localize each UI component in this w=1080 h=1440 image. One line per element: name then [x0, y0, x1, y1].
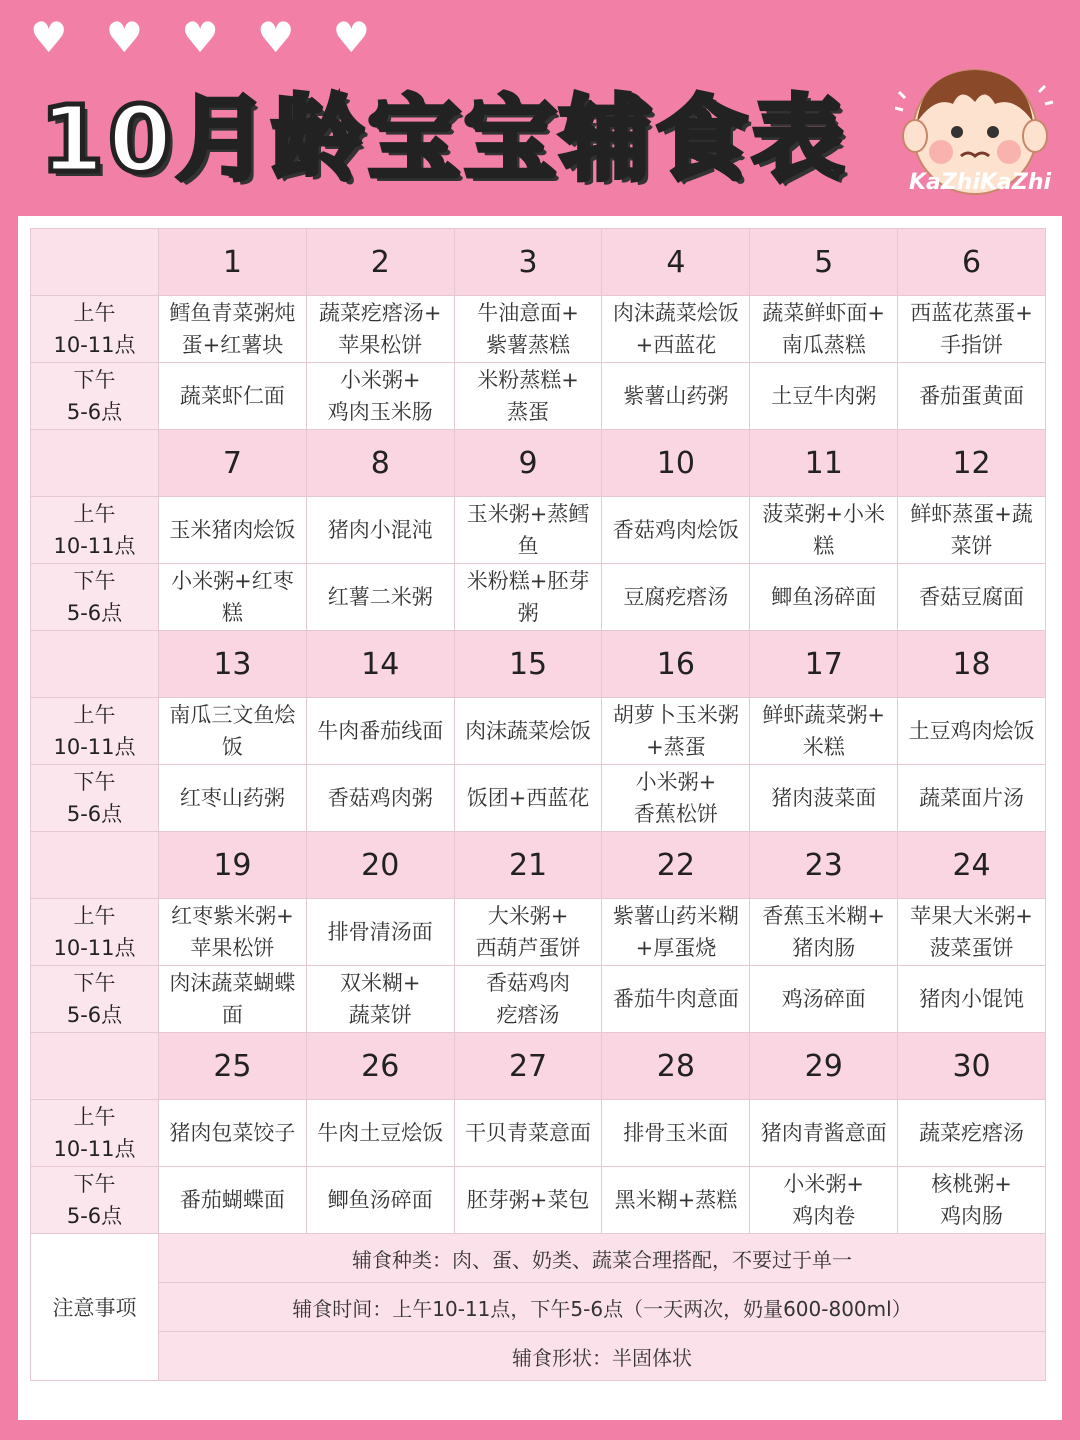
- heart-icon: ♥: [181, 13, 219, 62]
- cell-line: 南瓜三文鱼烩: [169, 703, 296, 727]
- note-row: [31, 1234, 1046, 1283]
- note-row: [31, 1332, 1046, 1381]
- day-number-row: [31, 430, 1046, 497]
- day-number: 4: [602, 229, 750, 296]
- meal-cell: [454, 765, 602, 832]
- cell-line: 猪肉青酱意面: [760, 1121, 887, 1145]
- cell-line: 小米粥+: [783, 1172, 865, 1196]
- meal-cell: [454, 1167, 602, 1234]
- morning-time-label: [31, 899, 159, 966]
- cell-line: 饭团+西蓝花: [466, 786, 590, 810]
- cell-line: 蔬菜面片汤: [919, 786, 1025, 810]
- cell-line: 玉米粥+蒸鳕: [466, 502, 590, 526]
- cell-line: 蔬菜疙瘩汤: [919, 1121, 1025, 1145]
- cell-line: 黑米糊+蒸糕: [614, 1188, 738, 1212]
- evening-meal-row: [31, 363, 1046, 430]
- cell-line: 糕: [221, 601, 243, 625]
- meal-cell: [898, 1100, 1046, 1167]
- meal-cell: [898, 966, 1046, 1033]
- cell-line: 牛油意面+: [477, 301, 579, 325]
- meal-cell: [750, 765, 898, 832]
- cell-line: 香菇鸡肉: [486, 971, 571, 995]
- morning-meal-row: [31, 296, 1046, 363]
- day-number: 18: [898, 631, 1046, 698]
- morning-meal-row: [31, 698, 1046, 765]
- cell-line: 肉沫蔬菜烩饭: [612, 301, 739, 325]
- cell-line: 小米粥+: [339, 368, 421, 392]
- cell-line: 鲜虾蔬菜粥+: [762, 703, 886, 727]
- cell-line: 菠菜蛋饼: [929, 936, 1014, 960]
- meal-cell: [898, 765, 1046, 832]
- cell-line: 土豆鸡肉烩饭: [908, 719, 1035, 743]
- cell-line: 紫薯山药米糊: [612, 904, 739, 928]
- meal-cell: [602, 363, 750, 430]
- day-number: 14: [306, 631, 454, 698]
- evening-meal-row: [31, 966, 1046, 1033]
- cell-line: 紫薯山药粥: [623, 384, 729, 408]
- cell-line: 10-11点: [53, 333, 136, 357]
- cell-line: 豆腐疙瘩汤: [623, 585, 729, 609]
- cell-line: 下午: [73, 569, 116, 593]
- cell-line: 下午: [73, 1172, 116, 1196]
- meal-cell: [159, 296, 307, 363]
- cell-line: 香蕉玉米糊+: [762, 904, 886, 928]
- cell-line: 番茄蛋黄面: [919, 384, 1025, 408]
- cell-line: 米粉糕+胚芽: [466, 569, 590, 593]
- cell-line: 牛肉番茄线面: [317, 719, 444, 743]
- meal-cell: [454, 363, 602, 430]
- cell-line: 上午: [73, 703, 116, 727]
- meal-cell: [306, 1167, 454, 1234]
- cell-line: 面: [221, 1003, 243, 1027]
- day-number: 28: [602, 1033, 750, 1100]
- meal-cell: [159, 564, 307, 631]
- cell-line: 番茄牛肉意面: [612, 987, 739, 1011]
- meal-cell: [602, 966, 750, 1033]
- cell-line: 大米粥+: [487, 904, 569, 928]
- cell-line: 小米粥+红枣: [171, 569, 294, 593]
- cell-line: 蛋+红薯块: [181, 333, 284, 357]
- cell-line: 香菇鸡肉粥: [327, 786, 433, 810]
- cell-line: 手指饼: [940, 333, 1004, 357]
- day-number: 23: [750, 832, 898, 899]
- cell-line: 5-6点: [66, 1003, 123, 1027]
- cell-line: 排骨玉米面: [623, 1121, 729, 1145]
- meal-cell: [454, 296, 602, 363]
- cell-line: 鸡肉肠: [940, 1204, 1004, 1228]
- cell-line: 干贝青菜意面: [465, 1121, 592, 1145]
- meal-cell: [602, 497, 750, 564]
- cell-line: 南瓜蒸糕: [781, 333, 866, 357]
- meal-cell: [898, 1167, 1046, 1234]
- corner-cell: [31, 430, 159, 497]
- cell-line: 10-11点: [53, 936, 136, 960]
- morning-meal-row: [31, 497, 1046, 564]
- cell-line: 番茄蝴蝶面: [179, 1188, 285, 1212]
- cell-line: +西蓝花: [635, 333, 717, 357]
- cell-line: +蒸蛋: [646, 735, 706, 759]
- heart-icon: ♥: [332, 13, 371, 62]
- cell-line: 饭: [221, 735, 243, 759]
- day-number: 13: [159, 631, 307, 698]
- meal-cell: [750, 1100, 898, 1167]
- day-number: 21: [454, 832, 602, 899]
- evening-time-label: [31, 564, 159, 631]
- meal-cell: [306, 899, 454, 966]
- note-text: 辅食时间：上午10-11点，下午5-6点（一天两次，奶量600-800ml）: [159, 1283, 1046, 1332]
- cell-line: 核桃粥+: [931, 1172, 1012, 1196]
- meal-cell: [159, 765, 307, 832]
- cell-line: 上午: [73, 301, 116, 325]
- cell-line: 鲜虾蒸蛋+蔬: [910, 502, 1033, 526]
- heart-icon: ♥: [105, 13, 144, 62]
- meal-cell: [750, 899, 898, 966]
- meal-cell: [306, 564, 454, 631]
- notes-label: 注意事项: [31, 1234, 159, 1381]
- meal-cell: [898, 698, 1046, 765]
- meal-cell: [750, 698, 898, 765]
- meal-cell: [306, 698, 454, 765]
- cell-line: 苹果大米粥+: [910, 904, 1033, 928]
- cell-line: 鲫鱼汤碎面: [327, 1188, 433, 1212]
- day-number: 29: [750, 1033, 898, 1100]
- cell-line: 下午: [73, 368, 116, 392]
- cell-line: 香菇鸡肉烩饭: [612, 518, 739, 542]
- cell-line: 猪肉小馄饨: [919, 987, 1025, 1011]
- cell-line: 鸡肉玉米肠: [327, 400, 433, 424]
- day-number: 2: [306, 229, 454, 296]
- cell-line: 排骨清汤面: [327, 920, 433, 944]
- corner-cell: [31, 631, 159, 698]
- meal-cell: [454, 899, 602, 966]
- meal-cell: [159, 363, 307, 430]
- cell-line: 牛肉土豆烩饭: [317, 1121, 444, 1145]
- cell-line: 菠菜粥+小米: [762, 502, 886, 526]
- day-number-row: [31, 1033, 1046, 1100]
- cell-line: 苹果松饼: [338, 333, 423, 357]
- corner-cell: [31, 1033, 159, 1100]
- day-number: 30: [898, 1033, 1046, 1100]
- heart-icon: ♥: [256, 13, 295, 62]
- cell-line: 猪肉肠: [792, 936, 856, 960]
- meal-cell: [454, 497, 602, 564]
- cell-line: 米糕: [802, 735, 845, 759]
- note-text: 辅食形状：半固体状: [159, 1332, 1046, 1381]
- cell-line: 蒸蛋: [507, 400, 550, 424]
- cell-line: 香蕉松饼: [633, 802, 718, 826]
- meal-cell: [602, 1167, 750, 1234]
- evening-meal-row: [31, 765, 1046, 832]
- cell-line: +厚蛋烧: [635, 936, 717, 960]
- morning-meal-row: [31, 899, 1046, 966]
- cell-line: 粥: [517, 601, 539, 625]
- cell-line: 蔬菜鲜虾面+: [762, 301, 886, 325]
- day-number-row: [31, 631, 1046, 698]
- brand-label: KaZhiKaZhi: [908, 170, 1052, 195]
- page-title: 10月龄宝宝辅食表: [40, 86, 849, 193]
- cell-line: 土豆牛肉粥: [771, 384, 877, 408]
- evening-meal-row: [31, 564, 1046, 631]
- day-number: 10: [602, 430, 750, 497]
- cell-line: 肉沫蔬菜烩饭: [465, 719, 592, 743]
- day-number: 20: [306, 832, 454, 899]
- day-number: 8: [306, 430, 454, 497]
- cell-line: 蔬菜虾仁面: [179, 384, 285, 408]
- cell-line: 5-6点: [66, 1204, 123, 1228]
- meal-cell: [750, 564, 898, 631]
- cell-line: 糕: [813, 534, 835, 558]
- day-number-row: [31, 229, 1046, 296]
- cell-line: 鳕鱼青菜粥炖: [169, 301, 296, 325]
- meal-cell: [750, 296, 898, 363]
- note-text: 辅食种类：肉、蛋、奶类、蔬菜合理搭配，不要过于单一: [159, 1234, 1046, 1283]
- meal-cell: [454, 564, 602, 631]
- cell-line: 蔬菜疙瘩汤+: [318, 301, 442, 325]
- cell-line: 红枣山药粥: [179, 786, 285, 810]
- meal-cell: [898, 363, 1046, 430]
- corner-cell: [31, 229, 159, 296]
- cell-line: 5-6点: [66, 400, 123, 424]
- meal-cell: [454, 966, 602, 1033]
- meal-cell: [159, 1100, 307, 1167]
- cell-line: 下午: [73, 770, 116, 794]
- cell-line: 下午: [73, 971, 116, 995]
- meal-cell: [454, 1100, 602, 1167]
- day-number: 9: [454, 430, 602, 497]
- day-number: 17: [750, 631, 898, 698]
- cell-line: 西蓝花蒸蛋+: [910, 301, 1033, 325]
- cell-line: 双米糊+: [339, 971, 421, 995]
- meal-cell: [159, 698, 307, 765]
- meal-cell: [159, 899, 307, 966]
- meal-cell: [306, 765, 454, 832]
- evening-time-label: [31, 765, 159, 832]
- day-number: 12: [898, 430, 1046, 497]
- meal-cell: [306, 363, 454, 430]
- evening-time-label: [31, 966, 159, 1033]
- cell-line: 紫薯蒸糕: [486, 333, 571, 357]
- meal-cell: [750, 497, 898, 564]
- cell-line: 苹果松饼: [190, 936, 275, 960]
- day-number: 27: [454, 1033, 602, 1100]
- cell-line: 红枣紫米粥+: [171, 904, 294, 928]
- day-number: 19: [159, 832, 307, 899]
- cell-line: 上午: [73, 502, 116, 526]
- evening-time-label: [31, 363, 159, 430]
- meal-cell: [898, 497, 1046, 564]
- meal-cell: [750, 966, 898, 1033]
- day-number: 24: [898, 832, 1046, 899]
- meal-cell: [306, 497, 454, 564]
- meal-cell: [306, 966, 454, 1033]
- cell-line: 蔬菜饼: [348, 1003, 412, 1027]
- meal-cell: [602, 564, 750, 631]
- note-row: [31, 1283, 1046, 1332]
- cell-line: 猪肉包菜饺子: [169, 1121, 296, 1145]
- meal-cell: [602, 765, 750, 832]
- day-number: 1: [159, 229, 307, 296]
- cell-line: 鱼: [517, 534, 539, 558]
- meal-cell: [602, 899, 750, 966]
- meal-cell: [898, 296, 1046, 363]
- meal-cell: [159, 497, 307, 564]
- cell-line: 10-11点: [53, 534, 136, 558]
- meal-cell: [306, 296, 454, 363]
- meal-schedule-table: [30, 228, 1046, 1381]
- day-number: 16: [602, 631, 750, 698]
- cell-line: 10-11点: [53, 1137, 136, 1161]
- corner-cell: [31, 832, 159, 899]
- cell-line: 香菇豆腐面: [919, 585, 1025, 609]
- day-number: 22: [602, 832, 750, 899]
- cell-line: 红薯二米粥: [327, 585, 433, 609]
- meal-cell: [602, 296, 750, 363]
- cell-line: 上午: [73, 1105, 116, 1129]
- cell-line: 上午: [73, 904, 116, 928]
- meal-cell: [454, 698, 602, 765]
- cell-line: 疙瘩汤: [496, 1003, 560, 1027]
- day-number: 5: [750, 229, 898, 296]
- morning-time-label: [31, 698, 159, 765]
- day-number: 15: [454, 631, 602, 698]
- cell-line: 鲫鱼汤碎面: [771, 585, 877, 609]
- meal-cell: [159, 966, 307, 1033]
- cell-line: 胡萝卜玉米粥: [612, 703, 739, 727]
- morning-time-label: [31, 497, 159, 564]
- morning-meal-row: [31, 1100, 1046, 1167]
- meal-cell: [898, 899, 1046, 966]
- meal-cell: [159, 1167, 307, 1234]
- cell-line: 5-6点: [66, 601, 123, 625]
- cell-line: 鸡肉卷: [792, 1204, 856, 1228]
- meal-cell: [602, 1100, 750, 1167]
- cell-line: 菜饼: [950, 534, 993, 558]
- day-number: 26: [306, 1033, 454, 1100]
- heart-icon: ♥: [30, 13, 68, 62]
- day-number: 11: [750, 430, 898, 497]
- day-number: 7: [159, 430, 307, 497]
- meal-cell: [306, 1100, 454, 1167]
- cell-line: 肉沫蔬菜蝴蝶: [169, 971, 296, 995]
- meal-cell: [898, 564, 1046, 631]
- cell-line: 猪肉小混沌: [327, 518, 433, 542]
- morning-time-label: [31, 1100, 159, 1167]
- morning-time-label: [31, 296, 159, 363]
- cell-line: 玉米猪肉烩饭: [169, 518, 296, 542]
- cell-line: 10-11点: [53, 735, 136, 759]
- meal-cell: [750, 1167, 898, 1234]
- menu-sheet: [18, 216, 1062, 1420]
- cell-line: 西葫芦蛋饼: [475, 936, 581, 960]
- day-number-row: [31, 832, 1046, 899]
- cell-line: 米粉蒸糕+: [477, 368, 579, 392]
- hearts-row: [30, 13, 371, 62]
- evening-time-label: [31, 1167, 159, 1234]
- cell-line: 胚芽粥+菜包: [466, 1188, 590, 1212]
- day-number: 3: [454, 229, 602, 296]
- cell-line: 鸡汤碎面: [781, 987, 866, 1011]
- meal-cell: [602, 698, 750, 765]
- day-number: 25: [159, 1033, 307, 1100]
- cell-line: 5-6点: [66, 802, 123, 826]
- day-number: 6: [898, 229, 1046, 296]
- evening-meal-row: [31, 1167, 1046, 1234]
- meal-cell: [750, 363, 898, 430]
- cell-line: 小米粥+: [635, 770, 717, 794]
- cell-line: 猪肉菠菜面: [771, 786, 877, 810]
